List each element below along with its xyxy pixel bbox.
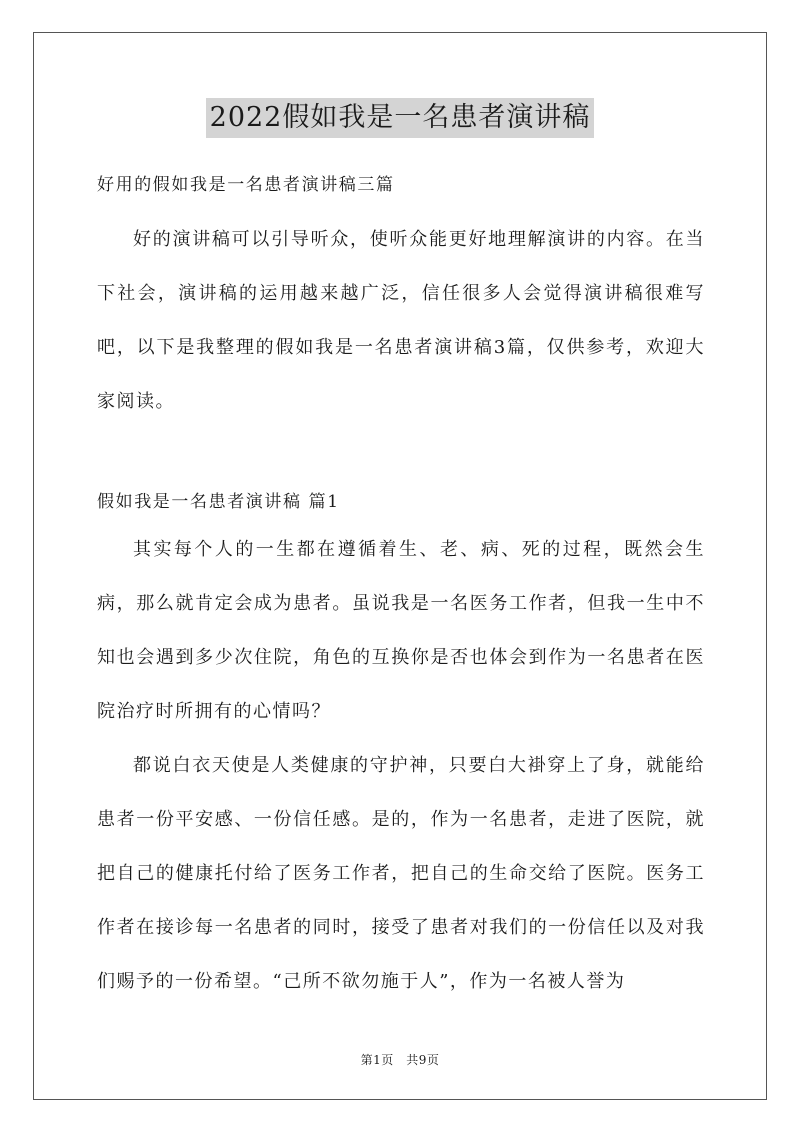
document-subtitle: 好用的假如我是一名患者演讲稿三篇 [97, 175, 395, 195]
section-heading: 假如我是一名患者演讲稿 篇1 [97, 492, 340, 512]
page-footer: 第1页 共9页 [360, 1053, 440, 1067]
intro-paragraph: 好的演讲稿可以引导听众，使听众能更好地理解演讲的内容。在当下社会，演讲稿的运用越来越广泛，信任很多人会觉得演讲稿很难写吧，以下是我整理的假如我是一名患者演讲稿3篇，仅供参考，欢迎大家阅读。 [97, 229, 705, 412]
body-paragraph-2: 都说白衣天使是人类健康的守护神，只要白大褂穿上了身，就能给患者一份平安感、一份信任感。是的，作为一名患者，走进了医院，就把自己的健康托付给了医务工作者，把自己的生命交给了医院。医务工作者在接诊每一名患者的同时，接受了患者对我们的一份信任以及对我们赐予的一份希望。“己所不欲勿施于人”，作为一名被人誉为 [97, 755, 705, 992]
title-container [0, 98, 800, 138]
document-title: 2022假如我是一名患者演讲稿 [206, 98, 595, 138]
body-paragraph-1: 其实每个人的一生都在遵循着生、老、病、死的过程，既然会生病，那么就肯定会成为患者。虽说我是一名医务工作者，但我一生中不知也会遇到多少次住院，角色的互换你是否也体会到作为一名患者在医院治疗时所拥有的心情吗？ [97, 539, 705, 722]
